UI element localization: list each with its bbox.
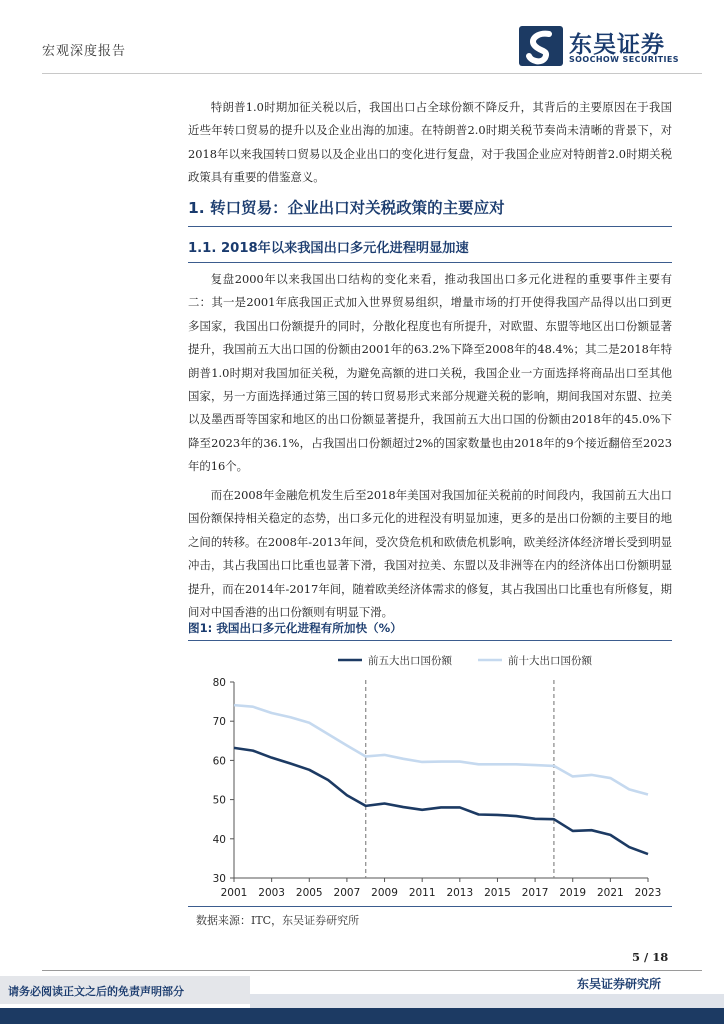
x-tick-label: 2021	[596, 887, 624, 899]
chart-reference-lines	[366, 680, 554, 878]
section-1-1-heading: 1.1. 2018年以来我国出口多元化进程明显加速	[188, 241, 469, 256]
figure-title: 图1: 我国出口多元化进程有所加快（%）	[188, 621, 402, 635]
section-1-divider	[188, 226, 672, 227]
x-tick-label: 2009	[371, 887, 398, 899]
y-tick-label: 60	[212, 755, 226, 768]
x-tick-label: 2005	[295, 887, 323, 899]
paragraph-export-structure: 复盘2000年以来我国出口结构的变化来看，推动我国出口多元化进程的重要事件主要有二：其一是2001年底我国正式加入世界贸易组织，增量市场的打开使得我国产品得以出口到更多国家，我国出口份额提升的同时，分散化程度也有所提升，对欧盟、东盟等地区出口份额显著提升，我国前五大出口国的份额由2001年的63.2%下降至2008年的48.4%；其二是2018年特朗普1.0时期对我国加征关税，为避免高额的进口关税，我国企业一方面选择将商品出口至其他国家，另一方面选择通过第三国的转口贸易形式来部分规避关税的影响，期间我国对东盟、拉美以及墨西哥等国家和地区的出口份额显著提升，我国前五大出口国的份额由2018年的45.0%下降至2023年的36.1%，占我国出口份额超过2%的国家数量也由2018年的9个接近翻倍至2023年的16个。	[188, 272, 672, 474]
footer-institute: 东吴证券研究所	[577, 977, 662, 991]
series-line	[234, 705, 648, 794]
export-share-line-chart	[188, 642, 672, 904]
footer-band-light	[250, 994, 724, 1008]
x-tick-label: 2003	[258, 887, 286, 899]
x-tick-label: 2015	[484, 887, 511, 899]
x-tick-label: 2019	[559, 887, 587, 899]
disclaimer-text: 请务必阅读正文之后的免责声明部分	[8, 985, 184, 998]
chart-axes	[213, 677, 662, 899]
page-number: 5 / 18	[632, 950, 669, 964]
series-line	[234, 748, 648, 854]
y-tick-label: 70	[212, 716, 226, 729]
legend-label: 前五大出口国份额	[368, 655, 452, 667]
header-divider	[42, 73, 702, 74]
x-tick-label: 2001	[220, 887, 248, 899]
y-tick-label: 50	[212, 794, 226, 807]
legend-label: 前十大出口国份额	[508, 655, 592, 667]
figure-top-divider	[188, 640, 672, 641]
y-tick-label: 30	[212, 873, 226, 885]
x-tick-label: 2023	[634, 887, 662, 899]
chart-series	[234, 705, 648, 854]
y-tick-label: 40	[212, 833, 226, 846]
figure-source: 数据来源：ITC，东吴证券研究所	[196, 914, 360, 927]
section-1-heading: 1. 转口贸易：企业出口对关税政策的主要应对	[188, 199, 505, 217]
x-tick-label: 2013	[446, 887, 474, 899]
report-type-label: 宏观深度报告	[42, 44, 127, 59]
footer-divider	[42, 970, 702, 971]
disclaimer-box	[0, 976, 250, 1004]
paragraph-post-crisis: 而在2008年金融危机发生后至2018年美国对我国加征关税前的时间段内，我国前五大出口国份额保持相关稳定的态势，出口多元化的进程没有明显加速，更多的是出口份额的主要目的地之间的转移。在2008年-2013年间，受次贷危机和欧债危机影响，欧美经济体经济增长受到明显冲击，其占我国出口比重也显著下滑，我国对拉美、东盟以及非洲等在内的经济体出口份额明显提升，而在2014年-2017年间，随着欧美经济体需求的修复，其占我国出口比重也有所修复，期间对中国香港的出口份额则有明显下滑。	[188, 488, 672, 620]
logo-cn-text: 东吴证券	[569, 32, 665, 58]
soochow-logo-icon	[519, 26, 563, 66]
x-tick-label: 2007	[333, 887, 361, 899]
logo-en-text: SOOCHOW SECURITIES	[569, 55, 679, 64]
intro-paragraph: 特朗普1.0时期加征关税以后，我国出口占全球份额不降反升，其背后的主要原因在于我国近些年转口贸易的提升以及企业出海的加速。在特朗普2.0时期关税节奏尚未清晰的背景下，对2018年以来我国转口贸易以及企业出口的变化进行复盘，对于我国企业应对特朗普2.0时期关税政策具有重要的借鉴意义。	[188, 100, 672, 185]
section-1-1-divider	[188, 262, 672, 263]
footer-band-dark	[0, 1008, 724, 1024]
company-logo	[519, 26, 699, 66]
chart-legend	[338, 654, 592, 667]
x-tick-label: 2011	[408, 887, 436, 899]
y-tick-label: 80	[212, 677, 226, 689]
figure-bottom-divider	[188, 906, 672, 907]
x-tick-label: 2017	[521, 887, 549, 899]
